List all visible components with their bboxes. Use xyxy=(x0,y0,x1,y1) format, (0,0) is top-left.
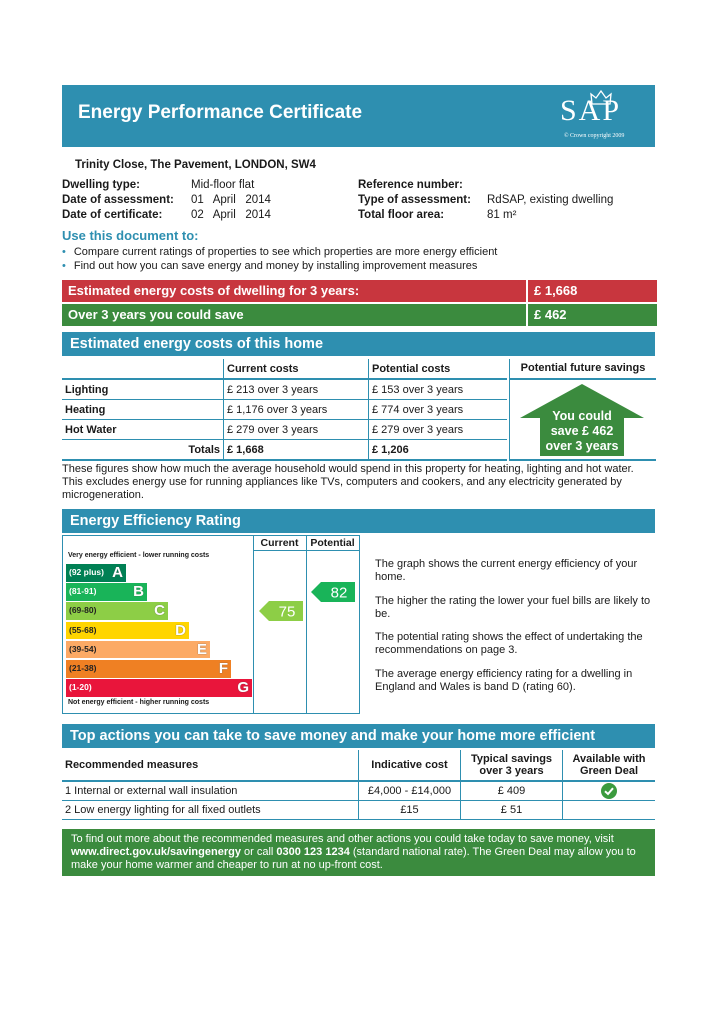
property-address: Trinity Close, The Pavement, LONDON, SW4 xyxy=(75,159,316,171)
band-range: (81-91) xyxy=(69,586,97,597)
measure-cost: £15 xyxy=(359,801,461,820)
table-header-cell: Available with Green Deal xyxy=(563,750,656,781)
eer-explanation: The potential rating shows the effect of undertaking the recommendations on page 3. xyxy=(375,631,643,656)
row-potential: £ 279 over 3 years xyxy=(369,420,508,440)
savings-value: £ 462 xyxy=(534,307,567,322)
rating-band-b xyxy=(66,583,147,601)
band-range: (21-38) xyxy=(69,663,97,673)
savingenergy-link[interactable]: www.direct.gov.uk/savingenergy xyxy=(71,846,241,858)
type-assessment-value: RdSAP, existing dwelling xyxy=(487,194,614,206)
bullet-item: • Compare current ratings of properties to see which properties are more energy efficient xyxy=(62,246,498,258)
table-header-cell xyxy=(62,359,224,379)
row-current: £ 1,176 over 3 years xyxy=(224,400,369,420)
rating-band-c xyxy=(66,602,168,620)
costs-table xyxy=(62,359,507,461)
sap-logo-text: SAP xyxy=(560,94,622,127)
band-range: (92 plus) xyxy=(69,567,104,577)
band-letter: D xyxy=(175,621,186,639)
logo-copyright: © Crown copyright 2009 xyxy=(564,133,625,139)
costs-note: These figures show how much the average household would spend in this property for heating, lighting and hot water. This excludes energy use for running appliances like TVs, computers and cookers, and any electricity generated by microgeneration. xyxy=(62,463,634,501)
rating-band-e xyxy=(66,641,210,659)
row-name: Heating xyxy=(62,400,224,420)
rating-band-a xyxy=(66,564,126,582)
date-assessment-value: 01 April 2014 xyxy=(191,194,271,206)
phone-number: 0300 123 1234 xyxy=(276,846,350,858)
potential-rating-marker xyxy=(311,582,355,602)
green-deal-cell xyxy=(563,801,656,820)
estimated-cost-value: £ 1,668 xyxy=(534,283,578,298)
band-range: (1-20) xyxy=(69,682,92,693)
rating-band-f xyxy=(66,660,231,678)
bullet-item: • Find out how you can save energy and money by installing improvement measures xyxy=(62,260,478,272)
table-header-row xyxy=(62,359,507,379)
estimated-cost-bar xyxy=(62,280,655,302)
costs-section-title: Estimated energy costs of this home xyxy=(62,332,655,356)
dwelling-type-label: Dwelling type: xyxy=(62,179,140,191)
band-range: (69-80) xyxy=(69,605,97,616)
future-savings-header: Potential future savings xyxy=(510,359,656,380)
eer-explanation: The graph shows the current energy efficiency of your home. xyxy=(375,558,638,583)
table-header-row xyxy=(62,750,655,781)
type-assessment-label: Type of assessment: xyxy=(358,194,471,206)
band-letter: A xyxy=(112,564,123,581)
totals-current: £ 1,668 xyxy=(224,440,369,461)
table-row xyxy=(62,781,655,801)
floor-area-value: 81 m² xyxy=(487,209,517,221)
savings-bar xyxy=(62,304,655,326)
current-rating-marker xyxy=(259,601,303,621)
date-certificate-label: Date of certificate: xyxy=(62,209,163,221)
eer-section-title: Energy Efficiency Rating xyxy=(62,509,655,533)
band-letter: G xyxy=(237,679,249,697)
row-name: Lighting xyxy=(62,379,224,400)
green-deal-check-icon xyxy=(601,783,617,799)
current-label: Current xyxy=(260,537,299,549)
band-letter: C xyxy=(154,602,165,620)
reference-label: Reference number: xyxy=(358,179,463,191)
eer-explanation: The average energy efficiency rating for a dwelling in England and Wales is band D (rating 60). xyxy=(375,668,633,693)
estimated-cost-label: Estimated energy costs of dwelling for 3 years: xyxy=(68,283,360,298)
page-title: Energy Performance Certificate xyxy=(78,102,363,123)
footer-text: To find out more about the recommended measures and other actions you could take today to save money, visit www.direct.gov.uk/savingenergy or call 0300 123 1234 (standard national rate). The Green Deal may allow you to make your home warmer and cheaper to run at no up-front cost. xyxy=(71,833,636,871)
potential-label: Potential xyxy=(310,537,355,549)
totals-label: Totals xyxy=(62,440,224,461)
rating-band-d xyxy=(66,622,189,640)
row-potential: £ 774 over 3 years xyxy=(369,400,508,420)
estimated-cost-cell xyxy=(526,280,657,302)
savings-arrow-text: You could save £ 462 over 3 years xyxy=(545,409,619,453)
savings-label: Over 3 years you could save xyxy=(68,307,244,322)
rating-band-g xyxy=(66,679,252,697)
band-letter: B xyxy=(133,583,144,601)
floor-area-label: Total floor area: xyxy=(358,209,445,221)
row-potential: £ 153 over 3 years xyxy=(369,379,508,400)
table-header-cell: Potential costs xyxy=(369,359,508,379)
actions-section-title: Top actions you can take to save money and make your home more efficient xyxy=(62,724,655,748)
table-row xyxy=(62,420,507,440)
measure-cost: £4,000 - £14,000 xyxy=(359,781,461,801)
date-certificate-value: 02 April 2014 xyxy=(191,209,271,221)
savings-cell xyxy=(526,304,657,326)
row-current: £ 213 over 3 years xyxy=(224,379,369,400)
totals-potential: £ 1,206 xyxy=(369,440,508,461)
svg-text:75: 75 xyxy=(278,603,296,621)
band-range: (55-68) xyxy=(69,624,97,635)
band-range: (39-54) xyxy=(69,643,97,654)
sap-logo xyxy=(560,88,640,144)
table-row xyxy=(62,801,655,820)
footer-banner xyxy=(62,829,655,876)
future-savings-panel xyxy=(509,359,656,461)
eer-explanation: The higher the rating the lower your fuel bills are likely to be. xyxy=(375,595,651,620)
table-header-cell: Recommended measures xyxy=(62,750,359,781)
row-name: Hot Water xyxy=(62,420,224,440)
eer-chart xyxy=(62,535,360,714)
date-assessment-label: Date of assessment: xyxy=(62,194,174,206)
bullet-icon: • xyxy=(62,260,66,272)
band-letter: E xyxy=(196,640,207,658)
measure-name: 1 Internal or external wall insulation xyxy=(62,781,359,801)
not-efficient-note: Not energy efficient - higher running costs xyxy=(68,699,210,706)
dwelling-type-value: Mid-floor flat xyxy=(191,179,255,191)
green-deal-cell xyxy=(563,781,656,801)
table-row xyxy=(62,379,507,400)
measure-savings: £ 409 xyxy=(461,781,563,801)
row-current: £ 279 over 3 years xyxy=(224,420,369,440)
bullet-icon: • xyxy=(62,246,66,258)
table-header-cell: Indicative cost xyxy=(359,750,461,781)
table-header-cell: Typical savings over 3 years xyxy=(461,750,563,781)
very-efficient-note: Very energy efficient - lower running costs xyxy=(68,552,210,559)
table-header-cell: Current costs xyxy=(224,359,369,379)
actions-table xyxy=(62,750,655,820)
band-letter: F xyxy=(218,660,228,677)
current-column xyxy=(253,536,307,713)
use-document-title: Use this document to: xyxy=(62,228,199,243)
measure-savings: £ 51 xyxy=(461,801,563,820)
table-row xyxy=(62,400,507,420)
svg-text:82: 82 xyxy=(330,584,348,602)
measure-name: 2 Low energy lighting for all fixed outlets xyxy=(62,801,359,820)
totals-row xyxy=(62,440,507,461)
